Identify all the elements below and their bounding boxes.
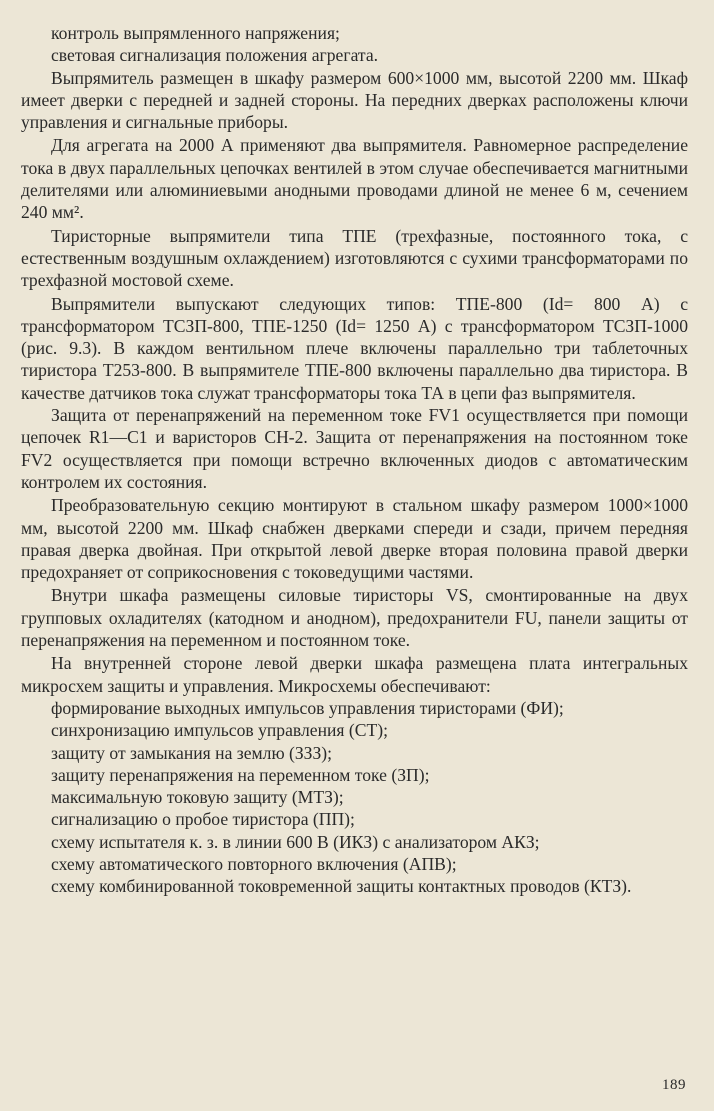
list-item: сигнализацию о пробое тиристора (ПП); (51, 809, 355, 830)
paragraph: контроль выпрямленного напряжения; (51, 23, 340, 43)
page-number: 189 (662, 1077, 686, 1093)
list-item: максимальную токовую защиту (МТЗ); (51, 787, 344, 808)
paragraph: Для агрегата на 2000 А применяют два выпрямителя. Равномерное распределение тока в двух параллельных цепочках вентилей в этом случае обеспечивается магнитными делителями или алюминиевыми анодными проводами длиной не менее 6 м, сечением 240 мм². (21, 135, 688, 223)
list-item: синхронизацию импульсов управления (СТ); (51, 720, 388, 741)
paragraph: Преобразовательную секцию монтируют в стальном шкафу размером 1000×1000 мм, высотой 2200 мм. Шкаф снабжен дверками спереди и сзади, причем передняя правая дверка двойная. При открытой левой дверке вторая половина правой дверки предохраняет от соприкосновения с токоведущими частями. (21, 495, 688, 583)
list-item: схему испытателя к. з. в линии 600 В (ИКЗ) с анализатором АКЗ; (51, 831, 540, 852)
list-item: схему комбинированной токовременной защиты контактных проводов (КТЗ). (51, 876, 632, 897)
list-item: защиту перенапряжения на переменном токе (ЗП); (51, 764, 430, 785)
paragraph: Защита от перенапряжений на переменном токе FV1 осуществляется при помощи цепочек R1—C1 и варисторов СН-2. Защита от перенапряжения на постоянном токе FV2 осуществляется при помощи встречно включенных диодов с автоматическим контролем их состояния. (21, 405, 688, 492)
paragraph: Тиристорные выпрямители типа ТПЕ (трехфазные, постоянного тока, с естественным воздушным охлаждением) изготовляются с сухими трансформаторами по трехфазной мостовой схеме. (21, 225, 688, 291)
paragraph: Внутри шкафа размещены силовые тиристоры VS, смонтированные на двух групповых охладителях (катодном и анодном), предохранители FU, панели защиты от перенапряжения на переменном и постоянном токе. (21, 585, 688, 651)
paragraph: На внутренней стороне левой дверки шкафа размещена плата интегральных микросхем защиты и управления. Микросхемы обеспечивают: (21, 653, 688, 696)
list-item: схему автоматического повторного включения (АПВ); (51, 853, 457, 874)
paragraph: Выпрямитель размещен в шкафу размером 600×1000 мм, высотой 2200 мм. Шкаф имеет дверки с передней и задней стороны. На передних дверках расположены ключи управления и сигнальные приборы. (21, 67, 688, 133)
list-item: формирование выходных импульсов управления тиристорами (ФИ); (51, 697, 564, 718)
list-item: защиту от замыкания на землю (ЗЗЗ); (51, 742, 333, 763)
paragraph: световая сигнализация положения агрегата. (51, 45, 379, 66)
paragraph: Выпрямители выпускают следующих типов: ТПЕ-800 (Id= 800 А) с трансформатором ТСЗП-800, ТПЕ-1250 (Id= 1250 А) с трансформатором ТСЗП-1000 (рис. 9.3). В каждом вентильном плече включены параллельно три таблеточных тиристора Т253-800. В выпрямителе ТПЕ-800 включены параллельно два тиристора. В качестве датчиков тока служат трансформаторы тока ТА в цепи фаз выпрямителя. (21, 293, 688, 403)
